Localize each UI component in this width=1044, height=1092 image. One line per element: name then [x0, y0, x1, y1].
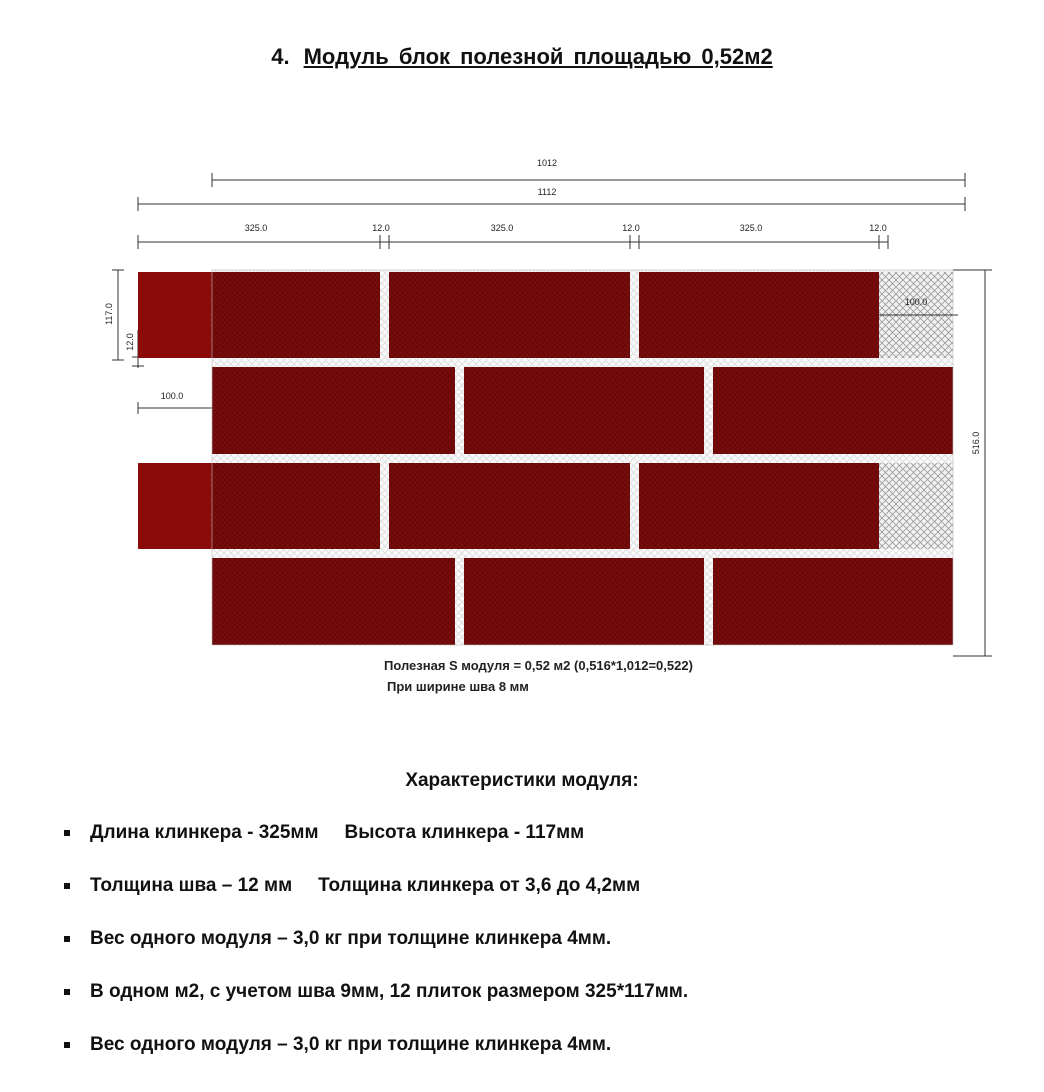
- bullet-icon: [64, 989, 70, 995]
- dim-offset: 100.0: [160, 391, 184, 401]
- dim-right-piece: 100.0: [904, 297, 928, 307]
- item-text: Вес одного модуля – 3,0 кг при толщине клинкера 4мм.: [90, 1034, 612, 1055]
- brick-row3-3: [639, 463, 879, 549]
- item-text-secondary: Толщина клинкера от 3,6 до 4,2мм: [318, 875, 641, 896]
- dim-seam-2: 12.0: [622, 223, 640, 233]
- bullet-icon: [64, 830, 70, 836]
- title-text: Модуль блок полезной площадью 0,52м2: [303, 44, 773, 69]
- item-text-secondary: Высота клинкера - 117мм: [344, 822, 585, 843]
- brick-row3-2: [389, 463, 630, 549]
- bullet-icon: [64, 1042, 70, 1048]
- bullet-icon: [64, 936, 70, 942]
- brick-row4-2: [464, 558, 704, 645]
- brick-row2-1: [212, 367, 455, 454]
- brick-row3-solid-end: [138, 463, 212, 549]
- dim-height-seam: 12.0: [125, 333, 135, 351]
- dim-seam-1: 12.0: [372, 223, 390, 233]
- brick-row1-3: [639, 272, 879, 358]
- brick-row1-solid-end: [138, 272, 212, 358]
- item-text: В одном м2, с учетом шва 9мм, 12 плиток размером 325*117мм.: [90, 981, 689, 1002]
- characteristics-list: [62, 818, 1022, 1083]
- dim-overall-top: 1012: [536, 158, 558, 168]
- list-item: [62, 1030, 1022, 1083]
- bullet-icon: [64, 883, 70, 889]
- brick-row3-grey-end: [879, 463, 953, 549]
- brick-row3-1: [212, 463, 380, 549]
- brick-row2-3: [713, 367, 953, 454]
- dim-height-tile: 117.0: [104, 303, 114, 325]
- title-number: 4.: [271, 44, 290, 69]
- dim-tile-1: 325.0: [244, 223, 268, 233]
- item-text: Вес одного модуля – 3,0 кг при толщине клинкера 4мм.: [90, 928, 612, 949]
- item-text: Толщина шва – 12 мм: [90, 875, 293, 896]
- list-item: [62, 924, 1022, 977]
- brick-row4-3: [713, 558, 953, 645]
- seam-note: При ширине шва 8 мм: [387, 679, 529, 694]
- list-item: [62, 871, 1022, 924]
- brick-row1-1: [212, 272, 380, 358]
- dim-tile-3: 325.0: [739, 223, 763, 233]
- list-item: [62, 977, 1022, 1030]
- brick-row4-1: [212, 558, 455, 645]
- dim-total-height: 516.0: [971, 431, 981, 455]
- area-note: Полезная S модуля = 0,52 м2 (0,516*1,012=0,522): [384, 658, 693, 673]
- characteristics-heading: Характеристики модуля:: [405, 770, 639, 791]
- dim-seam-3: 12.0: [869, 223, 887, 233]
- dim-overall-full: 1112: [537, 187, 557, 197]
- item-text: Длина клинкера - 325мм: [90, 822, 319, 843]
- list-item: [62, 818, 1022, 871]
- brick-row2-2: [464, 367, 704, 454]
- dim-tile-2: 325.0: [490, 223, 514, 233]
- brick-row1-2: [389, 272, 630, 358]
